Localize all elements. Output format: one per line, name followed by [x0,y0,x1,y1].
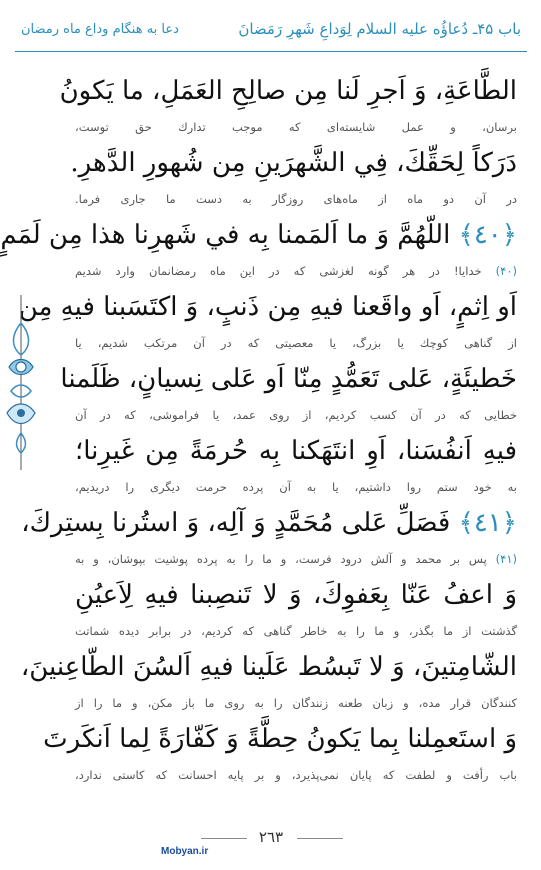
section-number: (۴۱) [495,552,518,566]
line-text: خطايى كه در آن كسب كرديم، از روى عمد، يا فراموشى، كه در آن [75,408,517,422]
page-number: ٢٦٣ [258,828,284,846]
line-text: اللّهُمَّ وَ ما اَلمَمنا بِه في شَهرِنا هذا مِن لَمَمٍ [0,220,451,250]
footer-rule-right [297,838,343,839]
arabic-line [21,498,517,548]
arabic-line [20,642,517,692]
header-rule [15,51,527,52]
arabic-line [75,570,517,620]
arabic-line [18,282,517,332]
line-text: به خود ستم روا داشتيم، يا به آن پرده حرمت ديگرى را دريديم، [75,480,517,494]
line-text: وَ استَعمِلنا بِما يَكونُ حِطَّةً وَ كَفّارَةً لِما اَنكَرتَ [43,724,517,754]
line-text: از گناهى كوچك يا بزرگ، يا معصيتى كه در آن مرتكب شديم، يا [75,336,517,350]
persian-translation-line [75,188,517,210]
arabic-line [60,354,517,404]
page-header [15,18,527,48]
line-text: كنندگان قرار مده، و زبان طعنه زنندگان را به روى ما باز مكن، و ما را از [75,696,517,710]
site-watermark[interactable]: Mobyan.ir [161,846,209,857]
line-text: در آن دو ماه از ماه‌هاى روزگار به دست ما جارى فرما. [75,192,517,206]
arabic-line [75,426,517,476]
line-text: فَصَلِّ عَلى مُحَمَّدٍ وَ آلِه، وَ استُرنا بِستِركَ، [21,508,451,538]
line-text: وَ اعفُ عَنّا بِعَفوِكَ، وَ لا تَنصِبنا فيهِ لِاَعيُنِ [75,580,517,610]
arabic-line [59,66,517,116]
line-text: برسان، و عمل شايسته‌اى كه موجب تدارك حق توست، [75,120,517,134]
line-text: خدايا! در هر گونه لغزشى كه در اين ماه رمضانمان وارد شديم [75,264,482,278]
line-text: خَطيئَةٍ، عَلى تَعَمُّدٍ مِنّا اَو عَلى نِسيانٍ، ظَلَمنا [60,364,517,394]
line-text: گذشتت از ما بگذر، و ما را به خاطر گناهى كه كرديم، در برابر ديده شماتت [75,624,517,638]
page-footer [1,822,541,856]
section-number: (۴۰) [495,264,518,278]
section-number: ﴿٤١﴾ [458,508,517,538]
persian-translation-line [75,548,517,570]
persian-translation-line [75,476,517,498]
chapter-subtitle: دعا به هنگام وداع ماه رمضان [21,22,179,37]
section-number: ﴿٤٠﴾ [458,220,517,250]
persian-translation-line [75,764,517,786]
line-text: فيهِ اَنفُسَنا، اَوِ انتَهَكنا بِه حُرمَةً مِن غَيرِنا؛ [75,436,517,466]
arabic-line [0,210,517,260]
margin-ornament [5,295,37,470]
persian-translation-line [75,332,517,354]
persian-translation-line [75,116,517,138]
persian-translation-line [75,620,517,642]
arabic-line [43,714,517,764]
line-text: پس بر محمد و آلش درود فرست، و ما را به پرده پوشيت بپوشان، و به [75,552,487,566]
chapter-title: باب ۴۵ـ دُعاؤُه عليه السلام لِوَداعِ شَهرِ رَمَضانَ [238,20,521,38]
arabic-line [70,138,517,188]
page-body [0,66,518,786]
line-text: الشّامِتينَ، وَ لا تَبسُط عَلَينا فيهِ اَلسُنَ الطّاعِنينَ، [20,652,517,682]
line-text: باب رأفت و لطفت كه پايان نمى‌پذيرد، و بر پايه احسانت كه كاستى ندارد، [75,768,517,782]
line-text: دَرَكاً لِحَقِّكَ، فِي الشَّهرَينِ مِن شُهورِ الدَّهرِ. [70,148,517,178]
persian-translation-line [75,260,517,282]
persian-translation-line [75,404,517,426]
line-text: اَو اِثمٍ، اَو واقَعنا فيهِ مِن ذَنبٍ، وَ اكتَسَبنا فيهِ مِن [18,292,517,322]
persian-translation-line [75,692,517,714]
line-text: الطَّاعَةِ، وَ اَجرِ لَنا مِن صالِحِ العَمَلِ، ما يَكونُ [59,76,517,106]
